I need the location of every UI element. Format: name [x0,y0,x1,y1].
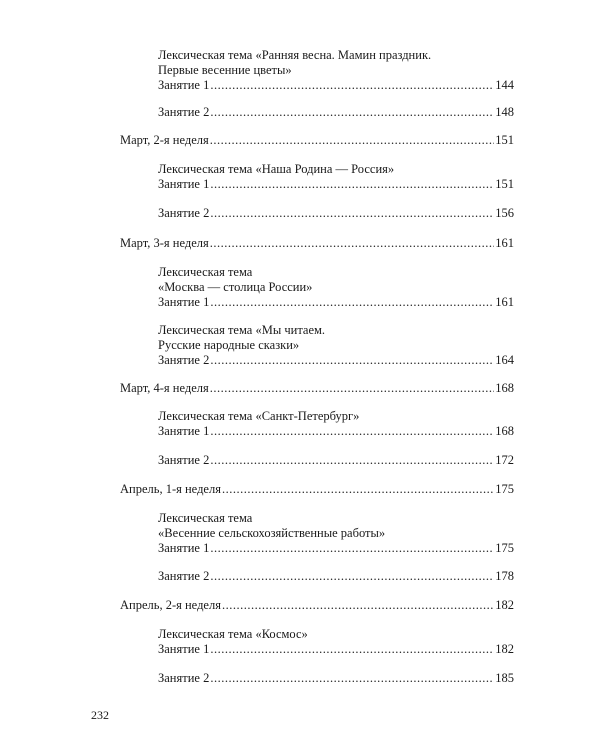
dot-leader [210,133,494,148]
entry-label: Март, 2-я неделя [120,133,209,147]
entry-page: 172 [495,453,514,467]
toc-entry-lesson[interactable] [158,177,514,192]
dot-leader [210,206,494,221]
entry-label: Апрель, 1-я неделя [120,482,221,496]
theme-title-line: Лексическая тема «Санкт-Петербург» [158,409,360,423]
entry-label: Апрель, 2-я неделя [120,598,221,612]
theme-title-line: Лексическая тема «Космос» [158,627,308,641]
toc-entry-lesson[interactable] [158,206,514,221]
entry-page: 178 [495,569,514,583]
entry-page: 182 [495,642,514,656]
entry-page: 168 [495,381,514,395]
entry-label: Март, 3-я неделя [120,236,209,250]
dot-leader [210,453,494,468]
toc-entry-lesson[interactable] [158,353,514,368]
entry-label: Занятие 1 [158,295,210,309]
toc-entry-lesson[interactable] [158,671,514,686]
dot-leader [210,671,494,686]
theme-title-line: Лексическая тема [158,511,253,525]
toc-entry-lesson[interactable] [158,541,514,556]
entry-page: 144 [495,78,514,92]
theme-title-line: Лексическая тема «Ранняя весна. Мамин праздник. [158,48,432,62]
entry-page: 151 [495,133,514,147]
toc-entry-week[interactable] [120,598,514,613]
entry-label: Занятие 2 [158,206,210,220]
entry-page: 185 [495,671,514,685]
page-number: 232 [91,708,109,722]
dot-leader [210,105,494,120]
entry-label: Занятие 2 [158,453,210,467]
entry-label: Март, 4-я неделя [120,381,209,395]
theme-title-line: Лексическая тема «Мы читаем. [158,323,326,337]
entry-label: Занятие 2 [158,671,210,685]
dot-leader [210,78,494,93]
toc-entry-lesson[interactable] [158,105,514,120]
dot-leader [210,381,494,396]
entry-page: 175 [495,482,514,496]
toc-entry-lesson[interactable] [158,569,514,584]
entry-label: Занятие 2 [158,353,210,367]
theme-title-line: Первые весенние цветы» [158,63,292,77]
dot-leader [210,569,494,584]
entry-label: Занятие 1 [158,177,210,191]
dot-leader [222,482,494,497]
entry-label: Занятие 1 [158,642,210,656]
theme-title-line: Лексическая тема [158,265,253,279]
entry-page: 148 [495,105,514,119]
toc-entry-week[interactable] [120,236,514,251]
toc-entry-lesson[interactable] [158,642,514,657]
dot-leader [210,295,494,310]
dot-leader [210,177,494,192]
theme-title-line: «Москва — столица России» [158,280,313,294]
entry-label: Занятие 1 [158,541,210,555]
entry-label: Занятие 2 [158,105,210,119]
toc-entry-lesson[interactable] [158,295,514,310]
toc-entry-lesson[interactable] [158,78,514,93]
entry-page: 151 [495,177,514,191]
toc-entry-week[interactable] [120,482,514,497]
theme-title-line: Лексическая тема «Наша Родина — Россия» [158,162,395,176]
entry-label: Занятие 1 [158,424,210,438]
dot-leader [222,598,494,613]
entry-page: 161 [495,295,514,309]
entry-label: Занятие 1 [158,78,210,92]
dot-leader [210,541,494,556]
entry-page: 168 [495,424,514,438]
entry-page: 175 [495,541,514,555]
entry-label: Занятие 2 [158,569,210,583]
toc-entry-lesson[interactable] [158,453,514,468]
entry-page: 164 [495,353,514,367]
dot-leader [210,424,494,439]
entry-page: 161 [495,236,514,250]
dot-leader [210,642,494,657]
entry-page: 156 [495,206,514,220]
toc-entry-lesson[interactable] [158,424,514,439]
toc-entry-week[interactable] [120,381,514,396]
entry-page: 182 [495,598,514,612]
theme-title-line: «Весенние сельскохозяйственные работы» [158,526,386,540]
dot-leader [210,236,494,251]
toc-entry-week[interactable] [120,133,514,148]
dot-leader [210,353,494,368]
theme-title-line: Русские народные сказки» [158,338,300,352]
